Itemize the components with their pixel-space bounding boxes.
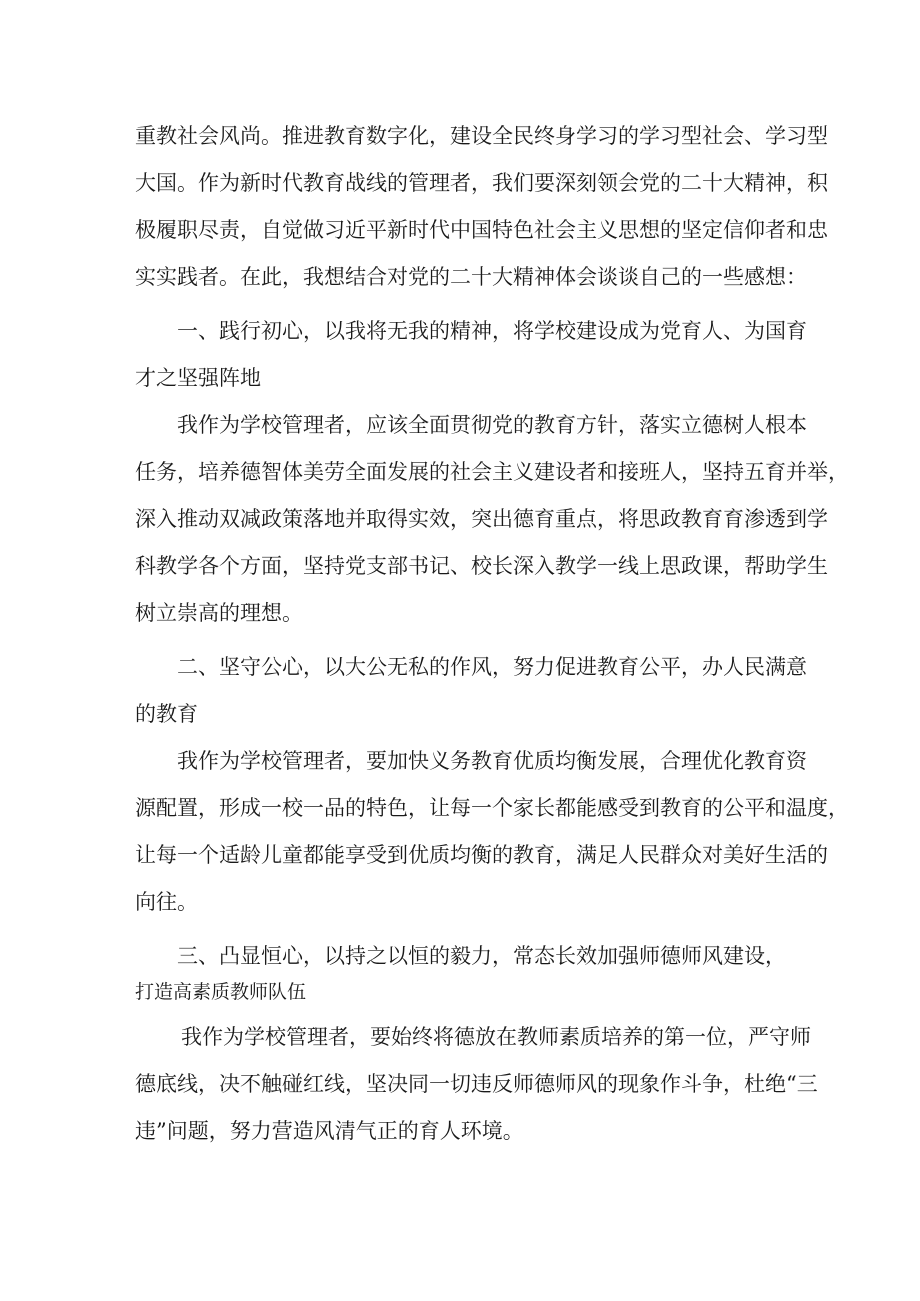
text-line: 源配置，形成一校一品的特色，让每一个家长都能感受到教育的公平和温度， [135,796,849,820]
text-line: 我作为学校管理者，要始终将德放在教师素质培养的第一位，严守师 [181,1025,811,1049]
text-line: 让每一个适龄儿童都能享受到优质均衡的教育，满足人民群众对美好生活的 [135,843,828,867]
text-line: 我作为学校管理者，要加快义务教育优质均衡发展，合理优化教育资 [177,749,807,773]
text-line: 一、践行初心，以我将无我的精神，将学校建设成为党育人、为国育 [177,319,807,343]
text-line: 大国。作为新时代教育战线的管理者，我们要深刻领会党的二十大精神，积 [135,171,828,195]
text-line: 深入推动双减政策落地并取得实效，突出德育重点，将思政教育育渗透到学 [135,507,828,531]
text-line: 我作为学校管理者，应该全面贯彻党的教育方针，落实立德树人根本 [177,413,807,437]
text-line: 重教社会风尚。推进教育数字化，建设全民终身学习的学习型社会、学习型 [135,124,828,148]
text-line: 违”问题，努力营造风清气正的育人环境。 [135,1119,524,1143]
text-line: 的教育 [135,702,198,726]
text-line: 极履职尽责，自觉做习近平新时代中国特色社会主义思想的坚定信仰者和忠 [135,218,828,242]
text-line: 才之坚强阵地 [135,366,261,390]
text-line: 任务，培养德智体美劳全面发展的社会主义建设者和接班人，坚持五育并举， [135,460,849,484]
text-line: 三、凸显恒心，以持之以恒的毅力，常态长效加强师德师风建设， [177,944,786,968]
text-line: 二、坚守公心，以大公无私的作风，努力促进教育公平，办人民满意 [177,655,807,679]
text-line: 树立崇高的理想。 [135,601,303,625]
text-line: 德底线，决不触碰红线，坚决同一切违反师德师风的现象作斗争，杜绝“三 [135,1072,818,1096]
text-line: 向往。 [135,890,198,914]
text-line: 打造高素质教师队伍 [135,981,307,1003]
text-line: 科教学各个方面，坚持党支部书记、校长深入教学一线上思政课，帮助学生 [135,554,828,578]
text-line: 实实践者。在此，我想结合对党的二十大精神体会谈谈自己的一些感想： [135,265,807,289]
